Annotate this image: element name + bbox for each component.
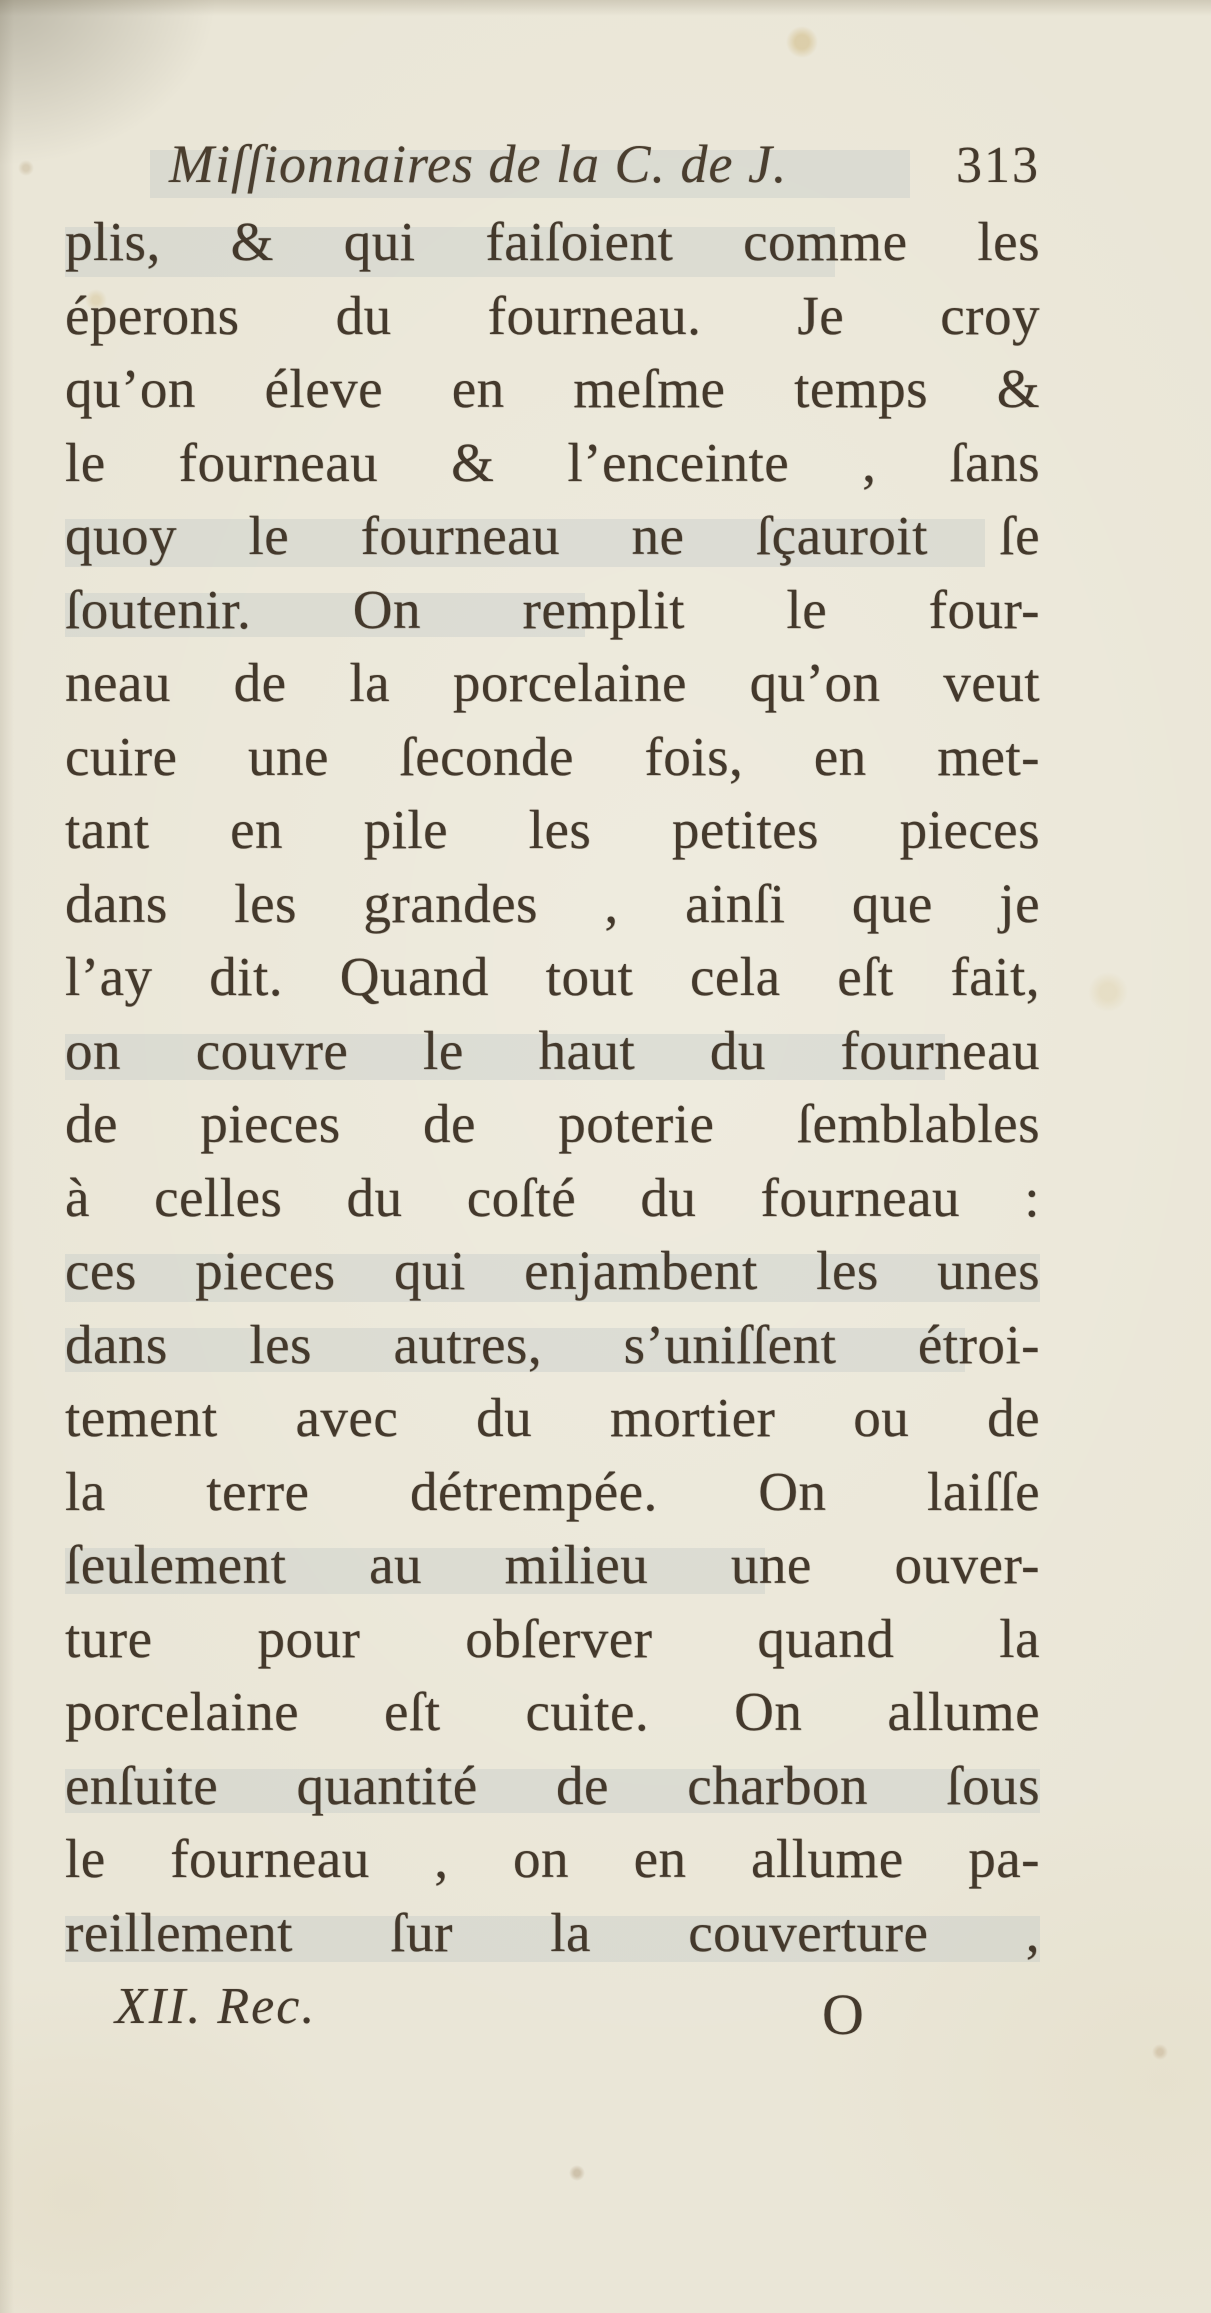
page-text	[65, 205, 1040, 1969]
text-line: ces pieces qui enjambent les unes	[65, 1240, 1040, 1301]
text-line: reillement ſur la couverture ,	[65, 1901, 1040, 1963]
text-line: neau de la porcelaine qu’on veut	[65, 652, 1040, 713]
signature-line	[65, 1977, 1040, 2057]
text-line: cuire une ſeconde fois, en met-	[65, 725, 1040, 787]
text-line: ſoutenir. On remplit le four-	[65, 578, 1040, 640]
text-line: tement avec du mortier ou de	[65, 1387, 1040, 1448]
text-line: quoy le fourneau ne ſçauroit ſe	[65, 505, 1040, 566]
text-line: à celles du coſté du fourneau :	[65, 1166, 1040, 1228]
text-line: dans les grandes , ainſi que je	[65, 872, 1040, 934]
text-line: plis, & qui faiſoient comme les	[65, 211, 1040, 272]
signature-mark: XII. Rec.	[115, 1978, 317, 2035]
running-header-title: Miſſionnaires de la C. de J.	[169, 134, 788, 194]
text-line: ſeulement au milieu une ouver-	[65, 1534, 1040, 1595]
text-line: l’ay dit. Quand tout cela eſt fait,	[65, 946, 1040, 1007]
text-line: la terre détrempée. On laiſſe	[65, 1460, 1040, 1522]
text-line: enſuite quantité de charbon ſous	[65, 1754, 1040, 1816]
page-number: 313	[956, 137, 1040, 194]
text-line: qu’on éleve en meſme temps &	[65, 358, 1040, 419]
text-line: éperons du fourneau. Je croy	[65, 284, 1040, 346]
text-line: le fourneau , on en allume pa-	[65, 1828, 1040, 1889]
text-line: le fourneau & l’enceinte , ſans	[65, 431, 1040, 493]
text-line: dans les autres, s’uniſſent étroi-	[65, 1313, 1040, 1375]
text-line: de pieces de poterie ſemblables	[65, 1093, 1040, 1154]
text-line: tant en pile les petites pieces	[65, 799, 1040, 860]
text-line: ture pour obſerver quand la	[65, 1607, 1040, 1669]
text-line: on couvre le haut du fourneau	[65, 1019, 1040, 1081]
catchword: O	[822, 1982, 864, 2047]
running-header	[65, 133, 1040, 197]
text-line: porcelaine eſt cuite. On allume	[65, 1681, 1040, 1742]
